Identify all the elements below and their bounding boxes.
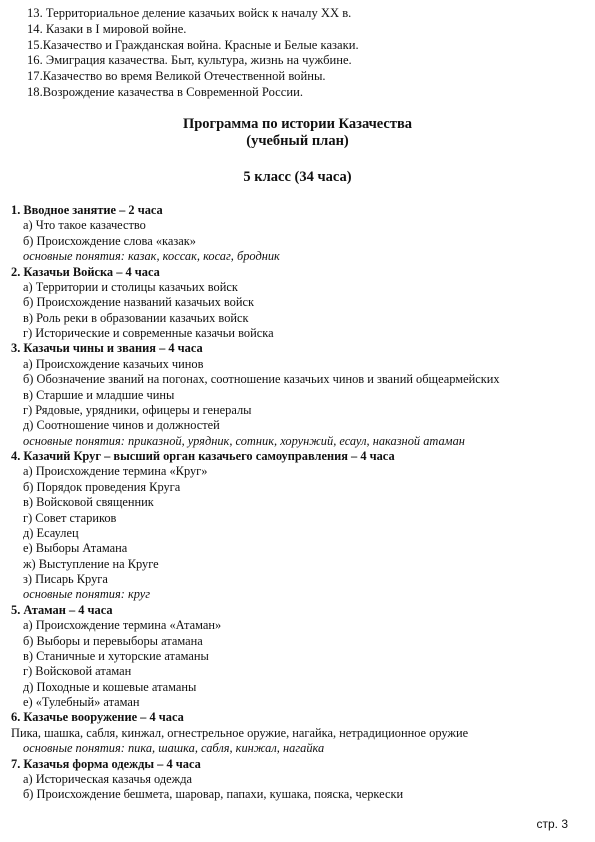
list-item: д) Походные и кошевые атаманы xyxy=(23,679,197,694)
key-concepts: основные понятия: казак, коссак, косаг, бродник xyxy=(23,249,280,264)
list-item: е) Выборы Атамана xyxy=(23,541,128,556)
section-heading: 7. Казачья форма одежды – 4 часа xyxy=(11,756,201,771)
list-item: ж) Выступление на Круге xyxy=(23,556,159,571)
topic-line: 15.Казачество и Гражданская война. Красные и Белые казаки. xyxy=(27,37,359,52)
list-item: б) Происхождение названий казачьих войск xyxy=(23,295,255,310)
body-text: Пика, шашка, сабля, кинжал, огнестрельное оружие, нагайка, нетрадиционное оружие xyxy=(11,725,469,740)
list-item: б) Порядок проведения Круга xyxy=(23,479,181,494)
list-item: г) Исторические и современные казачьи войска xyxy=(23,326,274,340)
list-item: б) Происхождение бешмета, шаровар, папахи, кушака, пояска, черкески xyxy=(23,787,404,802)
list-item: д) Соотношение чинов и должностей xyxy=(23,418,220,433)
topic-line: 17.Казачество во время Великой Отечественной войны. xyxy=(27,69,326,84)
list-item: в) Старшие и младшие чины xyxy=(23,387,175,402)
program-title: Программа по истории Казачества xyxy=(182,116,413,132)
list-item: в) Войсковой священник xyxy=(23,495,154,510)
list-item: а) Происхождение казачьих чинов xyxy=(23,356,204,371)
topic-line: 16. Эмиграция казачества. Быт, культура, жизнь на чужбине. xyxy=(27,53,352,68)
list-item: д) Есаулец xyxy=(23,525,79,540)
section-heading: 4. Казачий Круг – высший орган казачьего самоуправления – 4 часа xyxy=(11,449,395,463)
list-item: а) Территории и столицы казачьих войск xyxy=(23,279,238,294)
section-heading: 2. Казачьи Войска – 4 часа xyxy=(11,264,160,279)
list-item: в) Станичные и хуторские атаманы xyxy=(23,648,209,663)
list-item: а) Историческая казачья одежда xyxy=(23,771,193,786)
topic-line: 18.Возрождение казачества в Современной России. xyxy=(27,84,303,99)
curriculum-content xyxy=(11,203,586,803)
key-concepts: основные понятия: круг xyxy=(23,587,151,602)
list-item: а) Что такое казачество xyxy=(23,218,146,233)
list-item: г) Войсковой атаман xyxy=(23,664,132,679)
topic-line: 14. Казаки в I мировой войне. xyxy=(27,21,187,36)
section-heading: 5. Атаман – 4 часа xyxy=(11,602,113,617)
list-item: а) Происхождение термина «Круг» xyxy=(23,464,208,479)
list-item: г) Рядовые, урядники, офицеры и генералы xyxy=(23,402,252,417)
program-subtitle: (учебный план) xyxy=(246,133,349,149)
section-heading: 1. Вводное занятие – 2 часа xyxy=(11,203,163,217)
section-heading: 6. Казачье вооружение – 4 часа xyxy=(11,710,184,725)
list-item: а) Происхождение термина «Атаман» xyxy=(23,618,222,633)
grade-heading: 5 класс (34 часа) xyxy=(243,169,352,185)
page-number: стр. 3 xyxy=(536,817,568,831)
list-item: з) Писарь Круга xyxy=(23,572,108,586)
topic-line: 13. Территориальное деление казачьих войск к началу XX в. xyxy=(27,6,352,20)
list-item: в) Роль реки в образовании казачьих войск xyxy=(23,310,249,325)
list-item: б) Обозначение званий на погонах, соотношение казачьих чинов и званий общеармейских xyxy=(23,372,500,387)
history-topics-list xyxy=(27,6,359,101)
section-heading: 3. Казачьи чины и звания – 4 часа xyxy=(11,341,203,356)
list-item: г) Совет стариков xyxy=(23,510,117,525)
list-item: е) «Тулебный» атаман xyxy=(23,695,140,709)
key-concepts: основные понятия: приказной, урядник, сотник, хорунжий, есаул, наказной атаман xyxy=(23,433,465,448)
list-item: б) Происхождение слова «казак» xyxy=(23,233,196,248)
key-concepts: основные понятия: пика, шашка, сабля, кинжал, нагайка xyxy=(23,741,325,756)
list-item: б) Выборы и перевыборы атамана xyxy=(23,633,203,648)
